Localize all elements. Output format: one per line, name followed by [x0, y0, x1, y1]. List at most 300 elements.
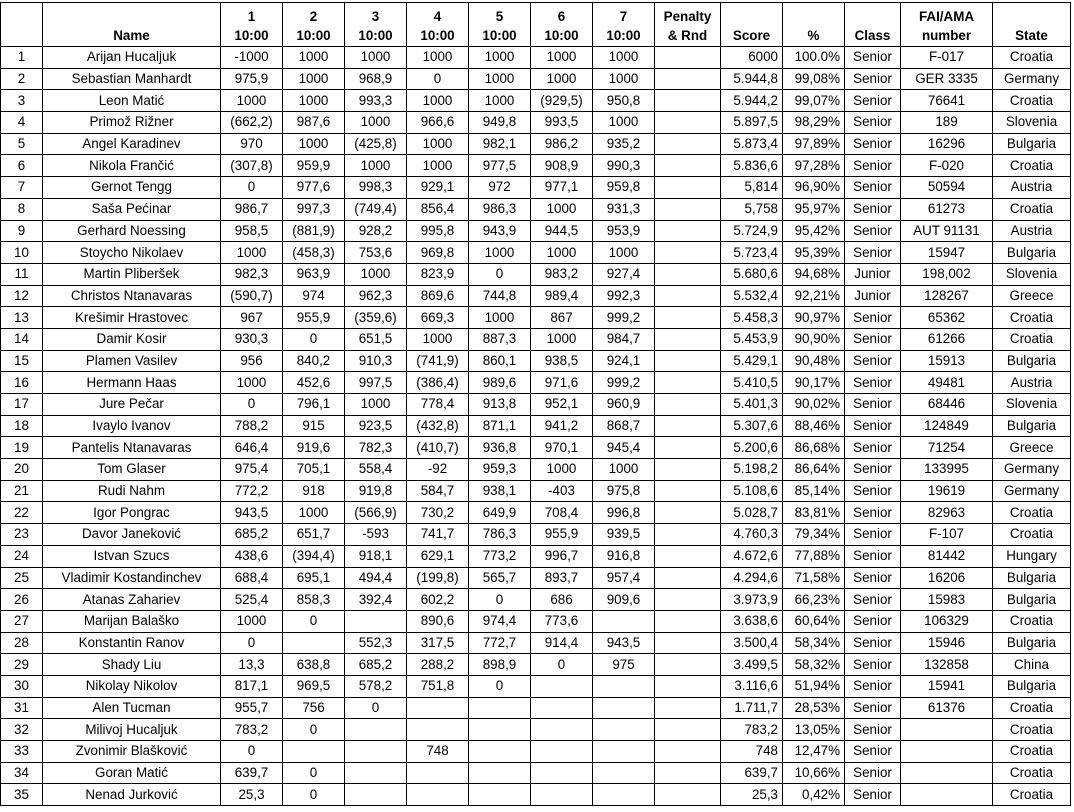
cell-round-6: 952,1	[531, 394, 593, 416]
cell-state: Croatia	[993, 47, 1071, 69]
cell-fai-number: 15947	[901, 242, 993, 264]
cell-round-5	[469, 719, 531, 741]
cell-fai-number: 15941	[901, 675, 993, 697]
cell-round-6: 708,4	[531, 502, 593, 524]
cell-class: Senior	[845, 545, 901, 567]
cell-penalty	[655, 784, 721, 806]
cell-round-3: 1000	[345, 112, 407, 134]
cell-rank: 2	[1, 68, 43, 90]
cell-round-3: 918,1	[345, 545, 407, 567]
cell-round-6: 1000	[531, 68, 593, 90]
cell-score: 5.028,7	[721, 502, 783, 524]
cell-round-6	[531, 741, 593, 763]
cell-penalty	[655, 372, 721, 394]
cell-percent: 90,97%	[783, 307, 845, 329]
cell-round-3: 928,2	[345, 220, 407, 242]
cell-percent: 96,90%	[783, 177, 845, 199]
cell-round-1: 438,6	[221, 545, 283, 567]
cell-state: Bulgaria	[993, 350, 1071, 372]
cell-score: 3.116,6	[721, 675, 783, 697]
cell-round-4	[407, 719, 469, 741]
cell-fai-number: 71254	[901, 437, 993, 459]
cell-percent: 60,64%	[783, 610, 845, 632]
cell-state: Slovenia	[993, 112, 1071, 134]
cell-penalty	[655, 90, 721, 112]
cell-fai-number: GER 3335	[901, 68, 993, 90]
cell-percent: 92,21%	[783, 285, 845, 307]
cell-penalty	[655, 328, 721, 350]
cell-round-4: 995,8	[407, 220, 469, 242]
cell-round-6: 986,2	[531, 133, 593, 155]
cell-fai-number: 15913	[901, 350, 993, 372]
cell-name: Saša Pećinar	[43, 198, 221, 220]
cell-score: 1.711,7	[721, 697, 783, 719]
cell-name: Gernot Tengg	[43, 177, 221, 199]
cell-percent: 90,02%	[783, 394, 845, 416]
cell-name: Marijan Balaško	[43, 610, 221, 632]
cell-penalty	[655, 133, 721, 155]
cell-score: 5.944,8	[721, 68, 783, 90]
cell-round-1: 982,3	[221, 263, 283, 285]
table-row	[1, 285, 1071, 307]
cell-rank: 3	[1, 90, 43, 112]
cell-round-3: 962,3	[345, 285, 407, 307]
table-row	[1, 437, 1071, 459]
cell-round-4: 629,1	[407, 545, 469, 567]
cell-round-2: 0	[283, 762, 345, 784]
cell-round-5: 1000	[469, 47, 531, 69]
cell-percent: 97,89%	[783, 133, 845, 155]
cell-rank: 19	[1, 437, 43, 459]
cell-fai-number: 16296	[901, 133, 993, 155]
cell-rank: 15	[1, 350, 43, 372]
cell-class: Senior	[845, 90, 901, 112]
cell-round-7: 931,3	[593, 198, 655, 220]
cell-round-3: 558,4	[345, 459, 407, 481]
cell-round-5	[469, 784, 531, 806]
round-3-number: 3	[371, 9, 380, 24]
round-1-number: 1	[247, 9, 256, 24]
header-no	[1, 3, 43, 47]
cell-class: Senior	[845, 784, 901, 806]
cell-score: 639,7	[721, 762, 783, 784]
cell-class: Senior	[845, 502, 901, 524]
cell-rank: 32	[1, 719, 43, 741]
table-row	[1, 632, 1071, 654]
cell-round-1: 958,5	[221, 220, 283, 242]
cell-score: 4.672,6	[721, 545, 783, 567]
cell-class: Senior	[845, 654, 901, 676]
cell-round-6: 914,4	[531, 632, 593, 654]
penalty-line-1: Penalty	[663, 9, 712, 24]
cell-round-6: 983,2	[531, 263, 593, 285]
cell-state: Croatia	[993, 307, 1071, 329]
cell-class: Senior	[845, 198, 901, 220]
cell-round-4: (432,8)	[407, 415, 469, 437]
cell-state: Croatia	[993, 328, 1071, 350]
table-row	[1, 480, 1071, 502]
cell-score: 5.200,6	[721, 437, 783, 459]
cell-score: 5.532,4	[721, 285, 783, 307]
cell-round-7: 943,5	[593, 632, 655, 654]
cell-round-6: 996,7	[531, 545, 593, 567]
cell-fai-number: F-017	[901, 47, 993, 69]
cell-round-7: 984,7	[593, 328, 655, 350]
cell-round-4: 1000	[407, 155, 469, 177]
cell-percent: 95,42%	[783, 220, 845, 242]
cell-fai-number: 49481	[901, 372, 993, 394]
cell-percent: 86,68%	[783, 437, 845, 459]
cell-round-5: 0	[469, 263, 531, 285]
cell-round-6	[531, 719, 593, 741]
cell-round-3: 1000	[345, 155, 407, 177]
round-4-number: 4	[433, 9, 442, 24]
table-row	[1, 220, 1071, 242]
cell-penalty	[655, 307, 721, 329]
cell-round-1: (662,2)	[221, 112, 283, 134]
cell-percent: 12,47%	[783, 741, 845, 763]
cell-fai-number: 132858	[901, 654, 993, 676]
cell-round-4: 1000	[407, 133, 469, 155]
cell-round-3: 1000	[345, 47, 407, 69]
cell-rank: 35	[1, 784, 43, 806]
cell-round-4: 823,9	[407, 263, 469, 285]
header-round-3	[345, 3, 407, 47]
cell-round-6: 941,2	[531, 415, 593, 437]
cell-round-5: 744,8	[469, 285, 531, 307]
cell-round-4: (386,4)	[407, 372, 469, 394]
cell-round-7	[593, 741, 655, 763]
cell-round-2: 1000	[283, 90, 345, 112]
cell-round-6: 977,1	[531, 177, 593, 199]
cell-round-7: 1000	[593, 68, 655, 90]
round-7-time: 10:00	[606, 28, 641, 43]
table-row	[1, 502, 1071, 524]
round-6-number: 6	[557, 9, 566, 24]
cell-round-2: 858,3	[283, 589, 345, 611]
cell-round-6: 938,5	[531, 350, 593, 372]
cell-round-6	[531, 784, 593, 806]
cell-rank: 10	[1, 242, 43, 264]
cell-round-7: 1000	[593, 242, 655, 264]
cell-round-3: 923,5	[345, 415, 407, 437]
cell-round-4: 1000	[407, 328, 469, 350]
cell-name: Zvonimir Blašković	[43, 741, 221, 763]
cell-rank: 12	[1, 285, 43, 307]
cell-round-5: 959,3	[469, 459, 531, 481]
cell-score: 4.294,6	[721, 567, 783, 589]
cell-round-7: 939,5	[593, 524, 655, 546]
cell-fai-number: AUT 91131	[901, 220, 993, 242]
cell-round-5: 773,2	[469, 545, 531, 567]
cell-round-5: 977,5	[469, 155, 531, 177]
cell-round-1: 688,4	[221, 567, 283, 589]
cell-round-7: 927,4	[593, 263, 655, 285]
cell-score: 3.638,6	[721, 610, 783, 632]
cell-fai-number	[901, 719, 993, 741]
cell-name: Alen Tucman	[43, 697, 221, 719]
cell-round-1: 1000	[221, 242, 283, 264]
table-body	[1, 47, 1071, 806]
cell-class: Senior	[845, 762, 901, 784]
cell-score: 5.680,6	[721, 263, 783, 285]
cell-round-3: 392,4	[345, 589, 407, 611]
cell-round-7: 1000	[593, 47, 655, 69]
cell-name: Arijan Hucaljuk	[43, 47, 221, 69]
cell-round-4: 1000	[407, 90, 469, 112]
cell-class: Senior	[845, 372, 901, 394]
cell-rank: 4	[1, 112, 43, 134]
cell-round-5: 949,8	[469, 112, 531, 134]
cell-round-5: 982,1	[469, 133, 531, 155]
table-row	[1, 762, 1071, 784]
cell-round-5: 786,3	[469, 524, 531, 546]
cell-penalty	[655, 589, 721, 611]
cell-percent: 95,97%	[783, 198, 845, 220]
round-4-time: 10:00	[420, 28, 455, 43]
cell-class: Senior	[845, 415, 901, 437]
cell-fai-number	[901, 741, 993, 763]
cell-penalty	[655, 632, 721, 654]
cell-score: 5.410,5	[721, 372, 783, 394]
cell-rank: 18	[1, 415, 43, 437]
cell-round-6: 971,6	[531, 372, 593, 394]
cell-state: Croatia	[993, 198, 1071, 220]
cell-round-3: 782,3	[345, 437, 407, 459]
cell-round-4: 856,4	[407, 198, 469, 220]
cell-score: 3.500,4	[721, 632, 783, 654]
cell-name: Nenad Jurković	[43, 784, 221, 806]
cell-state: Greece	[993, 285, 1071, 307]
cell-score: 5.458,3	[721, 307, 783, 329]
cell-round-6: -403	[531, 480, 593, 502]
cell-class: Senior	[845, 632, 901, 654]
cell-class: Senior	[845, 133, 901, 155]
cell-rank: 27	[1, 610, 43, 632]
cell-round-5: 772,7	[469, 632, 531, 654]
cell-penalty	[655, 220, 721, 242]
cell-state: Hungary	[993, 545, 1071, 567]
cell-percent: 83,81%	[783, 502, 845, 524]
cell-round-2: 919,6	[283, 437, 345, 459]
cell-round-7	[593, 610, 655, 632]
cell-name: Shady Liu	[43, 654, 221, 676]
cell-percent: 90,48%	[783, 350, 845, 372]
header-row	[1, 3, 1071, 47]
cell-percent: 95,39%	[783, 242, 845, 264]
cell-rank: 21	[1, 480, 43, 502]
header-round-1	[221, 3, 283, 47]
cell-round-4: 929,1	[407, 177, 469, 199]
cell-round-2: 638,8	[283, 654, 345, 676]
cell-round-5: 0	[469, 675, 531, 697]
cell-round-3: (566,9)	[345, 502, 407, 524]
cell-round-2: 756	[283, 697, 345, 719]
cell-round-3: 1000	[345, 263, 407, 285]
cell-round-6	[531, 675, 593, 697]
cell-round-4: (199,8)	[407, 567, 469, 589]
cell-round-1: 772,2	[221, 480, 283, 502]
cell-percent: 58,32%	[783, 654, 845, 676]
cell-percent: 94,68%	[783, 263, 845, 285]
table-row	[1, 47, 1071, 69]
cell-name: Tom Glaser	[43, 459, 221, 481]
cell-round-6: 1000	[531, 47, 593, 69]
cell-percent: 86,64%	[783, 459, 845, 481]
header-fai-number	[901, 3, 993, 47]
cell-round-3: 1000	[345, 394, 407, 416]
cell-penalty	[655, 394, 721, 416]
header-score: Score	[721, 3, 783, 47]
cell-class: Senior	[845, 112, 901, 134]
cell-state: Austria	[993, 177, 1071, 199]
cell-rank: 33	[1, 741, 43, 763]
cell-round-7: 945,4	[593, 437, 655, 459]
cell-round-2: 977,6	[283, 177, 345, 199]
cell-round-2: (881,9)	[283, 220, 345, 242]
cell-class: Senior	[845, 47, 901, 69]
cell-state: Austria	[993, 372, 1071, 394]
cell-round-4: -92	[407, 459, 469, 481]
table-row	[1, 719, 1071, 741]
cell-class: Senior	[845, 675, 901, 697]
round-2-time: 10:00	[296, 28, 331, 43]
cell-fai-number: 16206	[901, 567, 993, 589]
cell-round-6: 908,9	[531, 155, 593, 177]
cell-round-1: 1000	[221, 372, 283, 394]
cell-round-3	[345, 719, 407, 741]
cell-round-1: 1000	[221, 610, 283, 632]
cell-round-4: 1000	[407, 47, 469, 69]
cell-class: Senior	[845, 394, 901, 416]
cell-state: Bulgaria	[993, 567, 1071, 589]
cell-state: Croatia	[993, 90, 1071, 112]
cell-percent: 99,07%	[783, 90, 845, 112]
cell-round-7: 909,6	[593, 589, 655, 611]
cell-score: 5.429,1	[721, 350, 783, 372]
cell-penalty	[655, 502, 721, 524]
cell-class: Senior	[845, 350, 901, 372]
cell-state: Croatia	[993, 784, 1071, 806]
cell-round-1: 525,4	[221, 589, 283, 611]
cell-round-5: 1000	[469, 68, 531, 90]
cell-round-4: (410,7)	[407, 437, 469, 459]
cell-penalty	[655, 697, 721, 719]
cell-score: 25,3	[721, 784, 783, 806]
cell-round-1: 986,7	[221, 198, 283, 220]
cell-name: Jure Pečar	[43, 394, 221, 416]
cell-round-4: 869,6	[407, 285, 469, 307]
cell-name: Plamen Vasilev	[43, 350, 221, 372]
cell-round-2: 695,1	[283, 567, 345, 589]
cell-percent: 97,28%	[783, 155, 845, 177]
round-6-time: 10:00	[544, 28, 579, 43]
cell-round-7: 996,8	[593, 502, 655, 524]
cell-round-2: 1000	[283, 68, 345, 90]
cell-name: Damir Kosir	[43, 328, 221, 350]
table-row	[1, 741, 1071, 763]
header-round-5	[469, 3, 531, 47]
cell-round-5	[469, 762, 531, 784]
cell-fai-number: 15983	[901, 589, 993, 611]
cell-round-1: 783,2	[221, 719, 283, 741]
cell-round-7: 924,1	[593, 350, 655, 372]
cell-rank: 6	[1, 155, 43, 177]
cell-fai-number: 61376	[901, 697, 993, 719]
cell-percent: 99,08%	[783, 68, 845, 90]
cell-round-2: 840,2	[283, 350, 345, 372]
header-class: Class	[845, 3, 901, 47]
round-5-time: 10:00	[482, 28, 517, 43]
cell-round-1: 25,3	[221, 784, 283, 806]
cell-round-7: 999,2	[593, 372, 655, 394]
cell-class: Senior	[845, 567, 901, 589]
cell-percent: 90,90%	[783, 328, 845, 350]
header-penalty	[655, 3, 721, 47]
cell-fai-number: 189	[901, 112, 993, 134]
header-name: Name	[43, 3, 221, 47]
cell-round-3: 910,3	[345, 350, 407, 372]
cell-round-3: 552,3	[345, 632, 407, 654]
cell-score: 5,758	[721, 198, 783, 220]
cell-round-1: 1000	[221, 90, 283, 112]
cell-fai-number: 82963	[901, 502, 993, 524]
header-round-7	[593, 3, 655, 47]
cell-score: 5.873,4	[721, 133, 783, 155]
cell-round-5: 1000	[469, 242, 531, 264]
table-row	[1, 328, 1071, 350]
cell-round-6: 893,7	[531, 567, 593, 589]
cell-round-3: 993,3	[345, 90, 407, 112]
cell-score: 5.401,3	[721, 394, 783, 416]
cell-class: Senior	[845, 480, 901, 502]
cell-fai-number: 198,002	[901, 263, 993, 285]
cell-penalty	[655, 719, 721, 741]
cell-round-4	[407, 784, 469, 806]
cell-round-7: 975,8	[593, 480, 655, 502]
cell-round-7: 1000	[593, 112, 655, 134]
cell-state: China	[993, 654, 1071, 676]
table-row	[1, 90, 1071, 112]
cell-fai-number: 15946	[901, 632, 993, 654]
cell-penalty	[655, 480, 721, 502]
cell-rank: 20	[1, 459, 43, 481]
cell-round-2: 963,9	[283, 263, 345, 285]
cell-rank: 17	[1, 394, 43, 416]
cell-round-6: 867	[531, 307, 593, 329]
cell-name: Igor Pongrac	[43, 502, 221, 524]
cell-class: Senior	[845, 242, 901, 264]
cell-round-1: 975,4	[221, 459, 283, 481]
cell-state: Bulgaria	[993, 632, 1071, 654]
cell-round-1: 956	[221, 350, 283, 372]
cell-state: Bulgaria	[993, 415, 1071, 437]
cell-round-5: 1000	[469, 90, 531, 112]
cell-round-3	[345, 741, 407, 763]
cell-score: 5.944,2	[721, 90, 783, 112]
table-row	[1, 133, 1071, 155]
cell-round-2: 955,9	[283, 307, 345, 329]
cell-round-7: 868,7	[593, 415, 655, 437]
table-row	[1, 589, 1071, 611]
cell-round-7: 960,9	[593, 394, 655, 416]
cell-round-2: 0	[283, 328, 345, 350]
cell-state: Croatia	[993, 762, 1071, 784]
cell-round-7: 990,3	[593, 155, 655, 177]
cell-round-2: 969,5	[283, 675, 345, 697]
cell-fai-number: 106329	[901, 610, 993, 632]
cell-round-6	[531, 762, 593, 784]
